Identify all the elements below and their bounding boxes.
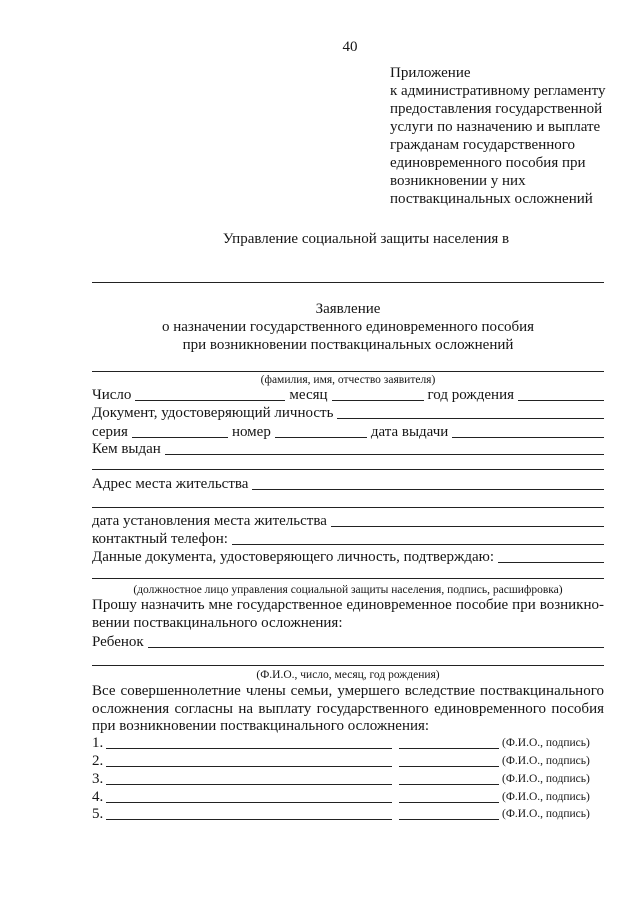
signature-sign-line	[399, 754, 499, 767]
appendix-line: услуги по назначению и выплате	[390, 119, 601, 135]
signature-row	[92, 788, 604, 806]
authority-blank-line	[92, 282, 604, 283]
issued-by-field-line	[165, 442, 604, 455]
child-caption: (Ф.И.О., число, месяц, год рождения)	[256, 669, 440, 681]
signature-sign-line	[399, 807, 499, 820]
signature-number: 1.	[92, 735, 104, 751]
signature-number: 2.	[92, 753, 104, 769]
signature-row	[92, 770, 604, 788]
number-label: номер	[231, 424, 271, 440]
birth-date-row	[92, 386, 604, 404]
official-signature-caption: (должностное лицо управления социальной защиты населения, подпись, расшифровка)	[133, 584, 563, 596]
signature-sign-line	[399, 772, 499, 785]
child-field-line	[148, 635, 604, 648]
month-label: месяц	[289, 387, 328, 403]
appendix-line: предоставления государственной	[390, 101, 603, 117]
signature-caption: (Ф.И.О., подпись)	[502, 755, 590, 767]
issued-by-extra-line	[92, 469, 604, 470]
confirm-label: Данные документа, удостоверяющего личность, подтверждаю:	[92, 549, 495, 565]
signature-number: 3.	[92, 771, 104, 787]
appendix-line: гражданам государственного	[390, 137, 576, 153]
consent-text-line-3: при возникновении поствакцинального осложнения:	[92, 718, 430, 734]
appendix-line: к административному регламенту	[390, 83, 606, 99]
address-field-line	[252, 477, 604, 490]
residence-date-field-line	[331, 514, 604, 527]
consent-text-line-1: Все совершеннолетние члены семьи, умершего вследствие поствакцинального	[92, 683, 604, 699]
signature-name-line	[106, 736, 392, 749]
appendix-block	[390, 64, 630, 208]
document-title: Заявление	[315, 301, 381, 317]
appendix-line: единовременного пособия при	[390, 155, 586, 171]
identity-document-label: Документ, удостоверяющий личность	[92, 405, 334, 421]
page-number: 40	[342, 39, 358, 55]
address-row	[92, 475, 604, 493]
birth-year-label: год рождения	[427, 387, 514, 403]
birth-year-field-line	[518, 388, 604, 401]
appendix-line: поствакцинальных осложнений	[390, 191, 593, 207]
series-label: серия	[92, 424, 128, 440]
day-label: Число	[92, 387, 132, 403]
number-field-line	[275, 425, 367, 438]
child-extra-line	[92, 665, 604, 666]
document-subtitle-line-2: при возникновении поствакцинальных осложнений	[182, 337, 514, 353]
signature-sign-line	[399, 736, 499, 749]
signature-number: 4.	[92, 789, 104, 805]
applicant-name-line	[92, 371, 604, 372]
confirm-field-line	[498, 550, 604, 563]
signature-row	[92, 805, 604, 823]
document-subtitle-line-1: о назначении государственного единовременного пособия	[161, 319, 535, 335]
child-label: Ребенок	[92, 634, 144, 650]
appendix-line: Приложение	[390, 65, 471, 81]
signature-sign-line	[399, 790, 499, 803]
request-text-line-2: вении поствакцинального осложнения:	[92, 615, 343, 631]
issue-date-field-line	[452, 425, 604, 438]
identity-document-field-line	[337, 406, 604, 419]
signature-name-line	[106, 807, 392, 820]
signature-caption: (Ф.И.О., подпись)	[502, 737, 590, 749]
address-label: Адрес места жительства	[92, 476, 249, 492]
signature-row	[92, 752, 604, 770]
request-text-line-1: Прошу назначить мне государственное единовременное пособие при возникно-	[92, 597, 604, 613]
day-field-line	[135, 388, 285, 401]
phone-row	[92, 530, 604, 548]
issue-date-label: дата выдачи	[370, 424, 449, 440]
residence-date-label: дата установления места жительства	[92, 513, 327, 529]
signature-row	[92, 734, 604, 752]
address-extra-line	[92, 507, 604, 508]
issued-by-row	[92, 440, 604, 458]
signature-caption: (Ф.И.О., подпись)	[502, 808, 590, 820]
official-signature-line	[92, 578, 604, 579]
confirm-row	[92, 548, 604, 566]
signature-name-line	[106, 790, 392, 803]
issued-by-label: Кем выдан	[92, 441, 161, 457]
residence-date-row	[92, 512, 604, 530]
applicant-name-caption: (фамилия, имя, отчество заявителя)	[260, 374, 436, 386]
child-row	[92, 633, 604, 651]
document-details-row	[92, 423, 604, 441]
appendix-line: возникновении у них	[390, 173, 526, 189]
month-field-line	[332, 388, 424, 401]
signature-name-line	[106, 754, 392, 767]
signature-caption: (Ф.И.О., подпись)	[502, 773, 590, 785]
identity-document-row	[92, 404, 604, 422]
phone-field-line	[232, 532, 604, 545]
series-field-line	[132, 425, 228, 438]
authority-label: Управление социальной защиты населения в	[222, 231, 510, 247]
consent-text-line-2: осложнения согласны на выплату государственного единовременного пособия	[92, 701, 604, 717]
signature-name-line	[106, 772, 392, 785]
signature-caption: (Ф.И.О., подпись)	[502, 791, 590, 803]
signature-number: 5.	[92, 806, 104, 822]
phone-label: контактный телефон:	[92, 531, 228, 547]
